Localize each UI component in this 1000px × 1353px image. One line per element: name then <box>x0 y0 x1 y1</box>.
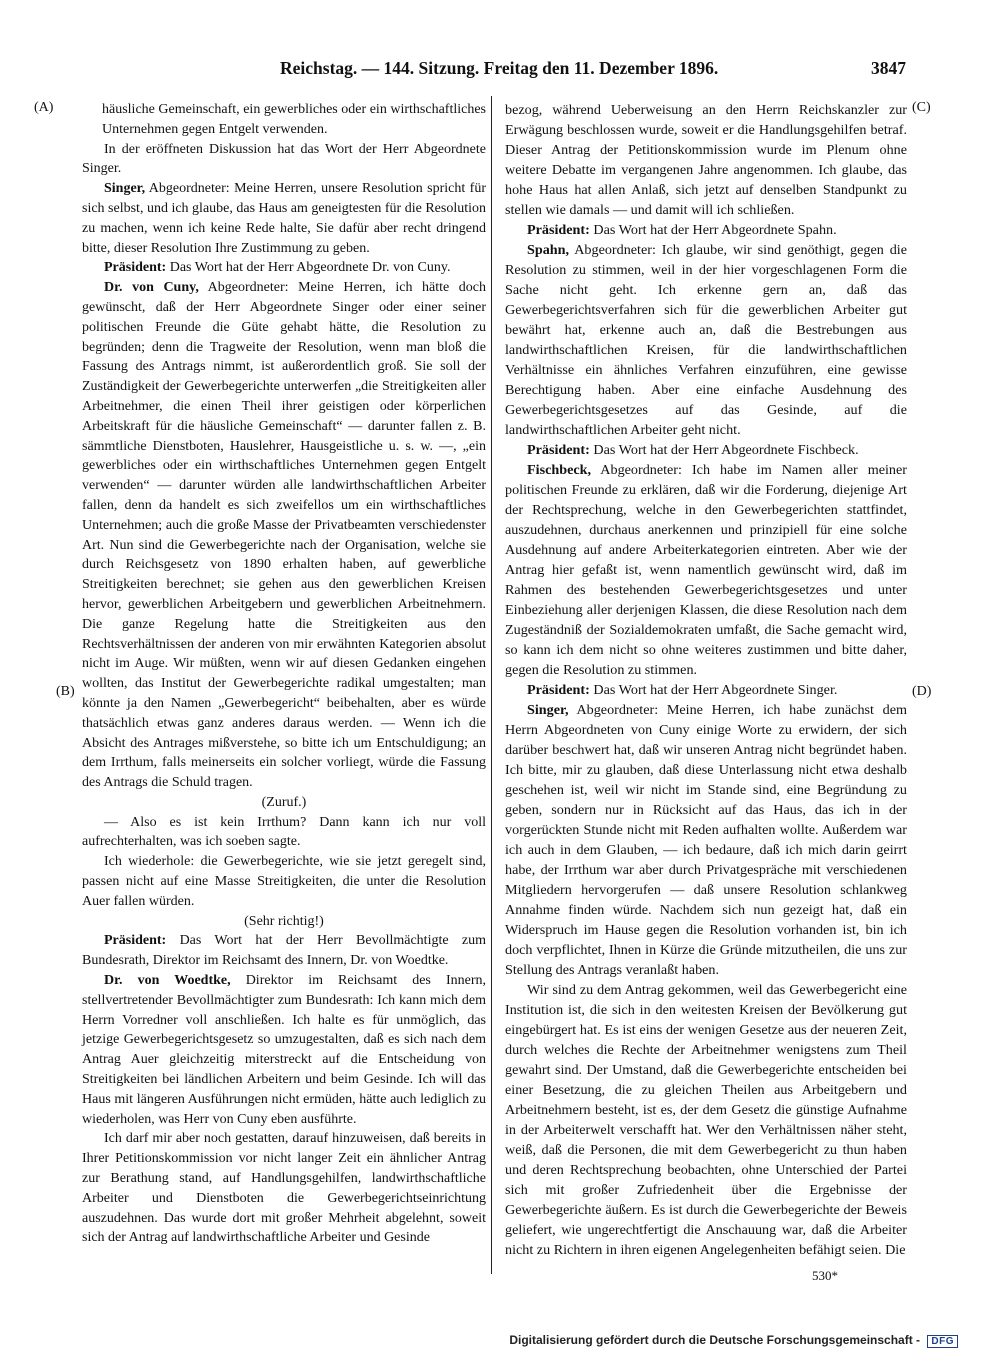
interjection: (Zuruf.) <box>261 794 307 810</box>
column-divider <box>491 96 492 1274</box>
speech-paragraph <box>505 680 907 700</box>
margin-marker-a: (A) <box>34 100 54 115</box>
speech-text: Das Wort hat der Herr Abgeordnete Dr. von Cuny. <box>169 260 451 276</box>
left-column <box>82 100 486 1248</box>
right-column <box>505 100 907 1260</box>
margin-marker-d: (D) <box>912 684 932 699</box>
speaker-name: Dr. von Woedtke, <box>104 973 231 989</box>
paragraph: häusliche Gemeinschaft, ein gewerbliches oder ein wirthschaftliches Unternehmen gegen Entgelt verwenden. <box>102 102 486 137</box>
interjection: (Sehr richtig!) <box>244 913 324 929</box>
speaker-name: Präsident: <box>527 682 590 698</box>
speech-paragraph <box>505 240 907 440</box>
paragraph: In der eröffneten Diskussion hat das Wort der Herr Abgeordnete Singer. <box>82 141 486 177</box>
paragraph: Ich darf mir aber noch gestatten, darauf hinzuweisen, daß bereits in Ihrer Petitionskommission vor nicht langer Zeit ein ähnlicher Antrag zur Berathung stand, auf Handlungsgehilfen, landwirthschaftliche Arbeiter und Dienstboten die Gewerbegerichtseinrichtung auszudehnen. Das wurde dort mit großer Mehrheit abgelehnt, soweit sich der Antrag auf landwirthschaftliche Arbeiter und Gesinde <box>82 1131 486 1246</box>
speech-text: Das Wort hat der Herr Abgeordnete Spahn. <box>593 222 837 238</box>
speaker-name: Präsident: <box>527 442 590 458</box>
footer-text: Digitalisierung gefördert durch die Deutsche Forschungsgemeinschaft - <box>509 1333 921 1347</box>
speech-paragraph <box>82 278 486 793</box>
paragraph: — Also es ist kein Irrthum? Dann kann ich nur voll aufrechterhalten, was ich soeben sagte. <box>82 814 486 850</box>
speech-text: Abgeordneter: Meine Herren, unsere Resolution spricht für sich selbst, und ich glaube, das Haus am geneigtesten für die Resolution zu machen, wenn ich keine Rede halte, Sie dafür aber recht dringend bitte, dieser Resolution Ihre Zustimmung zu geben. <box>82 181 486 256</box>
page-header <box>280 58 906 80</box>
margin-marker-c: (C) <box>912 100 931 115</box>
speech-paragraph <box>82 931 486 971</box>
speaker-name: Präsident: <box>527 222 590 238</box>
speech-text: Direktor im Reichsamt des Innern, stellvertretender Bevollmächtigter zum Bundesrath: Ich kann mich dem Herrn Vorredner voll anschließen. Ich halte es für unmöglich, das jetzige Gewerbegerichtsgesetz so umzugestalten, daß es sich nach dem Antrag Auer gleichzeitig miterstreckt auf die Entscheidung von Streitigkeiten bei ländlichen Arbeitern und beim Gesinde. Ich will das Haus mit längeren Ausführungen nicht ermüden, hätte auch lediglich zu wiederholen, was Herr von Cuny eben ausführte. <box>82 973 486 1127</box>
page-number: 3847 <box>871 58 906 78</box>
speech-text: Das Wort hat der Herr Bevollmächtigte zum Bundesrath, Direktor im Reichsamt des Innern, Dr. von Woedtke. <box>82 933 486 969</box>
speech-paragraph <box>505 700 907 980</box>
speaker-name: Fischbeck, <box>527 462 592 478</box>
margin-marker-b: (B) <box>56 684 75 699</box>
speech-text: Abgeordneter: Ich habe im Namen aller meiner politischen Freunde zu erklären, daß wir die Forderung, diejenige Art der Rechtsprechung, welche in den Gewerbegerichten stattfindet, auszudehnen, durchaus anerkennen und prinzipiell für eine solche Ausdehnung auf andere Arbeiterkategorien eintreten. Aber wie der Antrag hier gefaßt ist, wenn namentlich gewünscht wird, daß im Rahmen des bestehenden Gewerbegerichtsgesetzes und unter Einbeziehung aller derjenigen Klassen, die diese Resolution nach dem Zugeständniß der Sozialdemokraten umfaßt, die Sache gemacht wird, so kann ich dem nicht so ohne weiteres zustimmen und bitte daher, gegen die Resolution zu stimmen. <box>505 462 907 678</box>
speech-text: Das Wort hat der Herr Abgeordnete Fischbeck. <box>593 442 859 458</box>
speech-paragraph <box>82 179 486 258</box>
paragraph: Ich wiederhole: die Gewerbegerichte, wie sie jetzt geregelt sind, passen nicht auf eine Masse Streitigkeiten, die unter die Resolution Auer fallen würden. <box>82 854 486 909</box>
header-title: Reichstag. — 144. Sitzung. Freitag den 11. Dezember 1896. <box>280 58 719 78</box>
speech-text: Das Wort hat der Herr Abgeordnete Singer. <box>593 682 838 698</box>
speaker-name: Dr. von Cuny, <box>104 280 199 296</box>
speech-text: Abgeordneter: Ich glaube, wir sind genöthigt, gegen die Resolution zu stimmen, weil in der hier vorgeschlagenen Form die Sache nicht geht. Ich erkenne gern an, daß das Gewerbegerichtsverfahren sich für die gewerblichen Arbeiter gut bewährt hat, erkenne auch an, daß die Bestrebungen aus landwirthschaftlichen Kreisen, für die landwirthschaftlichen Verhältnisse ein ähnliches Verfahren einzuführen, eine gewisse Berechtigung haben. Aber eine einfache Ausdehnung des Gewerbegerichtsgesetzes auf das Gesinde, auf die landwirthschaftlichen Arbeiter geht nicht. <box>505 242 907 438</box>
paragraph: Wir sind zu dem Antrag gekommen, weil das Gewerbegericht eine Institution ist, die sich in den weitesten Kreisen der Bevölkerung gut eingebürgert hat. Es ist eins der wenigen Gesetze aus der neueren Zeit, durch welches die Rechte der Arbeitnehmer wenigstens zum Theil gewahrt sind. Der Umstand, daß die Gewerbegerichte entscheiden bei einer Besetzung, die zu gleichen Theilen aus Arbeitgebern und Arbeitnehmern besteht, ist es, der dem Gesetz die günstige Aufnahme in der Arbeiterwelt verschafft hat. Wer den Verhältnissen näher steht, weiß, daß die Personen, die mit dem Gewerbegericht zu thun haben und deren Rechtsprechung beobachten, ohne Unterschied der Partei sich mit großer Zufriedenheit über die Ergebnisse der Gewerbegerichte äußern. Es ist durch die Gewerbegerichte der Beweis geliefert, wie ungerechtfertigt die Anschauung war, daß die Arbeiter nicht zu Richtern in ihren eigenen Angelegenheiten befähigt seien. Die <box>505 982 907 1258</box>
speech-text: Abgeordneter: Meine Herren, ich hätte doch gewünscht, daß der Herr Abgeordnete Singer oder einer seiner politischen Freunde die Güte gehabt hätte, die Resolution zu begründen; denn die Tragweite der Resolution, wenn man bloß die Fassung des Antrags nimmt, ist außerordentlich groß. Sie soll der Zuständigkeit der Gewerbegerichte unterwerfen „die Streitigkeiten aller Arbeitnehmer, die einen Theil ihrer geistigen oder körperlichen Arbeitskraft für die häusliche Gemeinschaft“ — darunter fallen z. B. sämmtliche Dienstboten, Hauslehrer, Hausgeistliche u. s. w. —, „ein gewerbliches oder ein wirthschaftliches Unternehmen gegen Entgelt verwenden“ — darunter würden alle landwirthschaftlichen Arbeiter fallen, denn da handelt es sich zweifellos um ein wirthschaftliches Unternehmen; auch die große Masse der Privatbeamten verschiedenster Art. Nun sind die Gewerbegerichte nach der Organisation, welche sie durch Reichsgesetz von 1890 erhalten haben, auf gewerbliche Streitigkeiten berechnet; sie gehen aus den gewerblichen Kreisen hervor, gewerblichen Arbeitgebern und gewerblichen Arbeitnehmern. Die ganze Regelung hatte die Streitigkeiten aus den Rechtsverhältnissen der anderen von mir erwähnten Kategorien absolut nicht im Auge. Wir müßten, wenn wir auf diesen Gedanken eingehen wollten, das Institut der Gewerbegerichte radikal umgestalten; man könnte ja den Namen „Gewerbegericht“ beibehalten, aber es würde thatsächlich etwas ganz anderes daraus werden. — Wenn ich die Absicht des Antrages mißverstehe, so bitte ich um Entschuldigung; an dem Irrthum, falls meinerseits ein solcher vorliegt, würde die Fassung des Antrags die Schuld tragen. <box>82 280 486 791</box>
speaker-name: Präsident: <box>104 933 167 949</box>
speech-paragraph <box>505 460 907 680</box>
paragraph: bezog, während Ueberweisung an den Herrn Reichskanzler zur Erwägung beschlossen wurde, soweit er die Handlungsgehilfen betraf. Dieser Antrag der Petitionskommission wurde im Plenum ohne weitere Debatte im vergangenen Jahre angenommen. Ich glaube, das hohe Haus hat allen Anlaß, sich jetzt auf denselben Standpunkt zu stellen wie damals — und damit will ich schließen. <box>505 102 907 218</box>
speech-paragraph <box>505 220 907 240</box>
footer-credit <box>509 1333 958 1348</box>
signature-mark: 530* <box>812 1268 838 1283</box>
speaker-name: Spahn, <box>527 242 570 258</box>
speech-text: Abgeordneter: Meine Herren, ich habe zunächst dem Herrn Abgeordneten von Cuny einige Worte zu erwidern, der sich darüber beschwert hat, daß wir unseren Antrag nicht begründet haben. Ich bitte, mir zu glauben, daß diese Unterlassung nicht etwa deshalb geschehen ist, weil wir nicht im Stande sind, eine Begründung zu geben, sondern nur in Rücksicht auf das Haus, das ich in der vorgerückten Stunde nicht mit Reden aufhalten wollte. Außerdem war ich auch in dem Glauben, — ich bedaure, daß ich mich darin geirrt habe, der Irrthum war aber durch Privatgespräche mit verschiedenen Mitgliedern hervorgerufen — daß unsere Resolution schlankweg Annahme finden würde. Nachdem sich nun gezeigt hat, daß ein Widerspruch im Hause gegen die Resolution vorhanden ist, bin ich doch verpflichtet, Ihnen in Kürze die Gründe mitzutheilen, die uns zur Stellung des Antrags veranlaßt haben. <box>505 702 907 978</box>
speech-paragraph <box>505 440 907 460</box>
speaker-name: Singer, <box>527 702 569 718</box>
speech-paragraph <box>82 258 486 278</box>
speaker-name: Singer, <box>104 181 146 197</box>
speech-paragraph <box>82 971 486 1129</box>
dfg-logo-icon: DFG <box>927 1335 958 1348</box>
speaker-name: Präsident: <box>104 260 167 276</box>
